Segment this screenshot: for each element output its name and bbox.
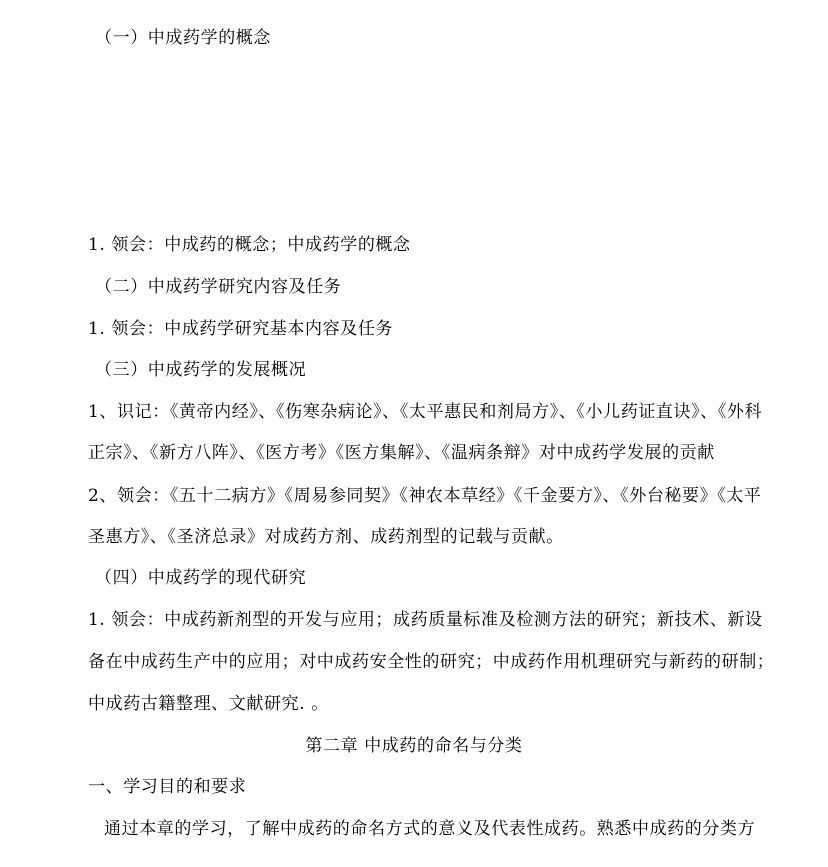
- section3-item2-line2: 圣惠方》、《圣济总录》对成药方剂、成药剂型的记载与贡献。: [88, 527, 564, 547]
- section1-heading: （一）中成药学的概念: [95, 28, 271, 48]
- section1-item: 1. 领会：中成药的概念；中成药学的概念: [88, 235, 411, 255]
- chapter-sub-heading: 一、学习目的和要求: [88, 777, 247, 797]
- section4-heading: （四）中成药学的现代研究: [95, 568, 307, 588]
- chapter-paragraph-line1: 通过本章的学习，了解中成药的命名方式的意义及代表性成药。熟悉中成药的分类方: [104, 819, 756, 839]
- section4-item-line1: 1. 领会：中成药新剂型的开发与应用；成药质量标准及检测方法的研究；新技术、新设: [88, 610, 763, 630]
- chapter-title: 第二章 中成药的命名与分类: [305, 736, 523, 756]
- section3-item1-line2: 正宗》、《新方八阵》、《医方考》《医方集解》、《温病条辩》对中成药学发展的贡献: [88, 443, 715, 463]
- section4-item-line2: 备在中成药生产中的应用；对中成药安全性的研究；中成药作用机理研究与新药的研制；: [88, 652, 775, 672]
- section2-heading: （二）中成药学研究内容及任务: [95, 277, 342, 297]
- section3-item1-line1: 1、识记：《黄帝内经》、《伤寒杂病论》、《太平惠民和剂局方》、《小儿药证直诀》、《外科: [88, 402, 763, 422]
- section4-item-line3: 中成药古籍整理、文献研究. 。: [88, 694, 329, 714]
- section2-item: 1. 领会：中成药学研究基本内容及任务: [88, 319, 394, 339]
- section3-heading: （三）中成药学的发展概况: [95, 360, 307, 380]
- section3-item2-line1: 2、领会：《五十二病方》《周易参同契》《神农本草经》《千金要方》、《外台秘要》《太平: [88, 486, 762, 506]
